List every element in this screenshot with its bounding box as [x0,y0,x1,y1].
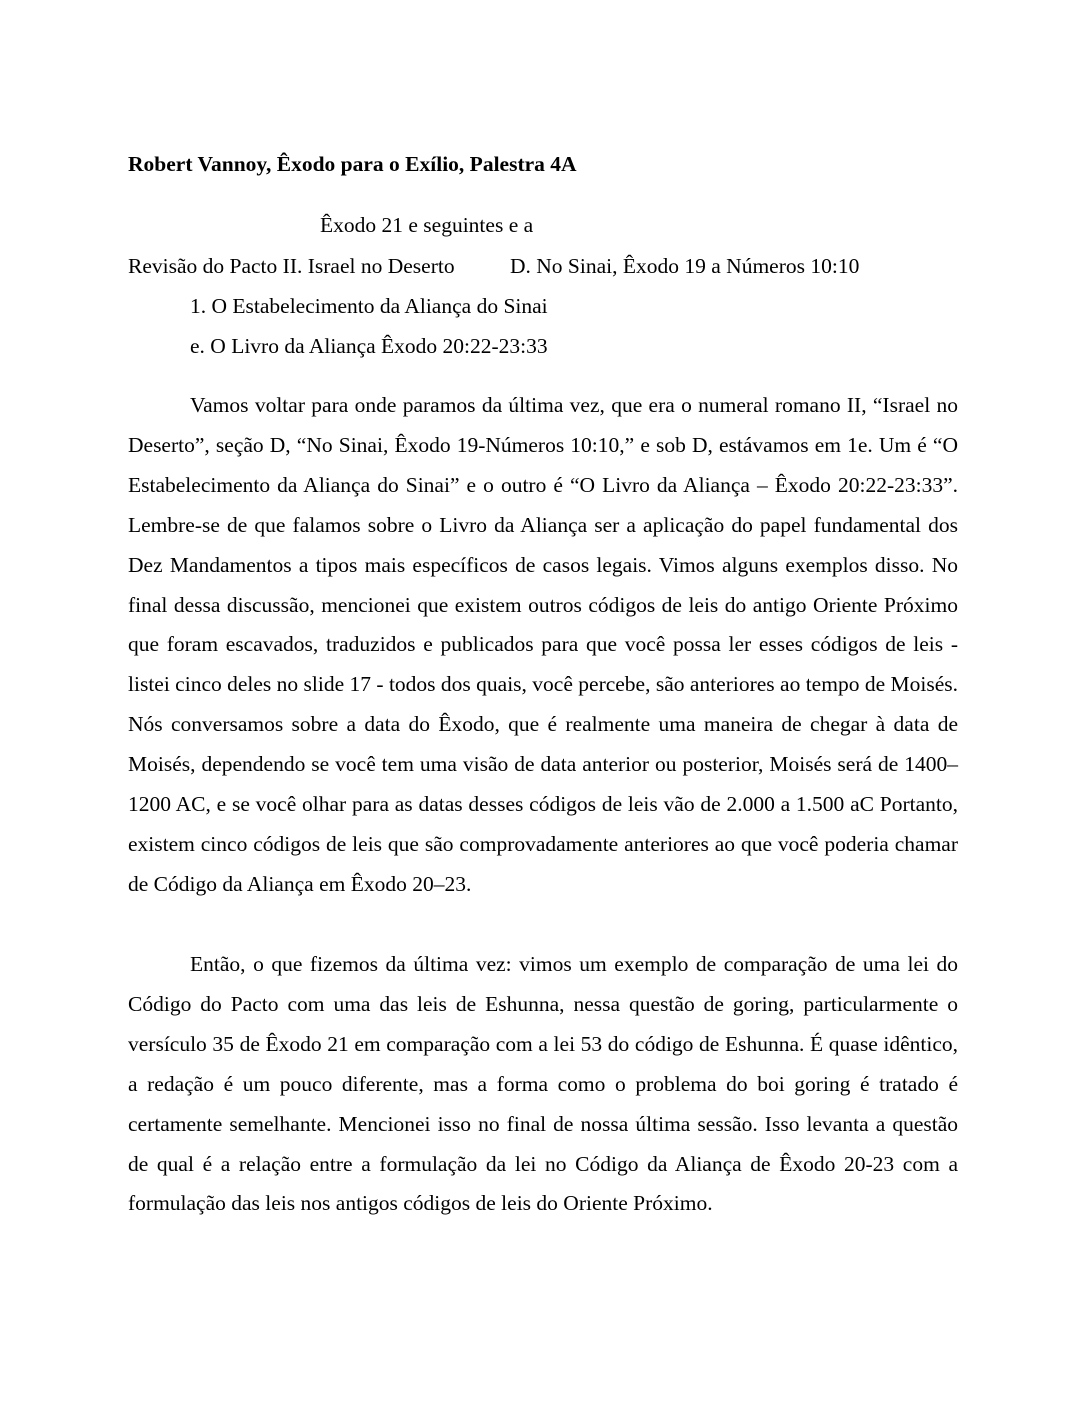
outline-subsection-heading: D. No Sinai, Êxodo 19 a Números 10:10 [510,254,860,278]
outline-line-3: e. O Livro da Aliança Êxodo 20:22-23:33 [190,334,548,358]
outline-line-2: 1. O Estabelecimento da Aliança do Sinai [190,294,548,318]
document-subtitle: Êxodo 21 e seguintes e a [320,213,534,237]
outline-line-1 [128,254,860,278]
outline-section-heading: Revisão do Pacto II. Israel no Deserto [128,254,455,278]
body-paragraph-2: Então, o que fizemos da última vez: vimos um exemplo de comparação de uma lei do Código do Pacto com uma das leis de Eshunna, nessa questão de goring, particularmente o versículo 35 de Êxodo 21 em comparação com a lei 53 do código de Eshunna. É quase idêntico, a redação é um pouco diferente, mas a forma como o problema do boi goring é tratado é certamente semelhante. Mencionei isso no final de nossa última sessão. Isso levanta a questão de qual é a relação entre a formulação da lei no Código da Aliança de Êxodo 20-23 com a formulação das leis nos antigos códigos de leis do Oriente Próximo. [128,952,958,1216]
body-paragraph-1: Vamos voltar para onde paramos da última vez, que era o numeral romano II, “Israel no Deserto”, seção D, “No Sinai, Êxodo 19-Números 10:10,” e sob D, estávamos em 1e. Um é “O Estabelecimento da Aliança do Sinai” e o outro é “O Livro da Aliança – Êxodo 20:22-23:33”. Lembre-se de que falamos sobre o Livro da Aliança ser a aplicação do papel fundamental dos Dez Mandamentos a tipos mais específicos de casos legais. Vimos alguns exemplos disso. No final dessa discussão, mencionei que existem outros códigos de leis do antigo Oriente Próximo que foram escavados, traduzidos e publicados para que você possa ler esses códigos de leis - listei cinco deles no slide 17 - todos dos quais, você percebe, são anteriores ao tempo de Moisés. Nós conversamos sobre a data do Êxodo, que é realmente uma maneira de chegar à data de Moisés, dependendo se você tem uma visão de data anterior ou posterior, Moisés será de 1400–1200 AC, e se você olhar para as datas desses códigos de leis vão de 2.000 a 1.500 aC Portanto, existem cinco códigos de leis que são comprovadamente anteriores ao que você poderia chamar de Código da Aliança em Êxodo 20–23. [128,393,958,896]
document-title: Robert Vannoy, Êxodo para o Exílio, Palestra 4A [128,152,577,176]
